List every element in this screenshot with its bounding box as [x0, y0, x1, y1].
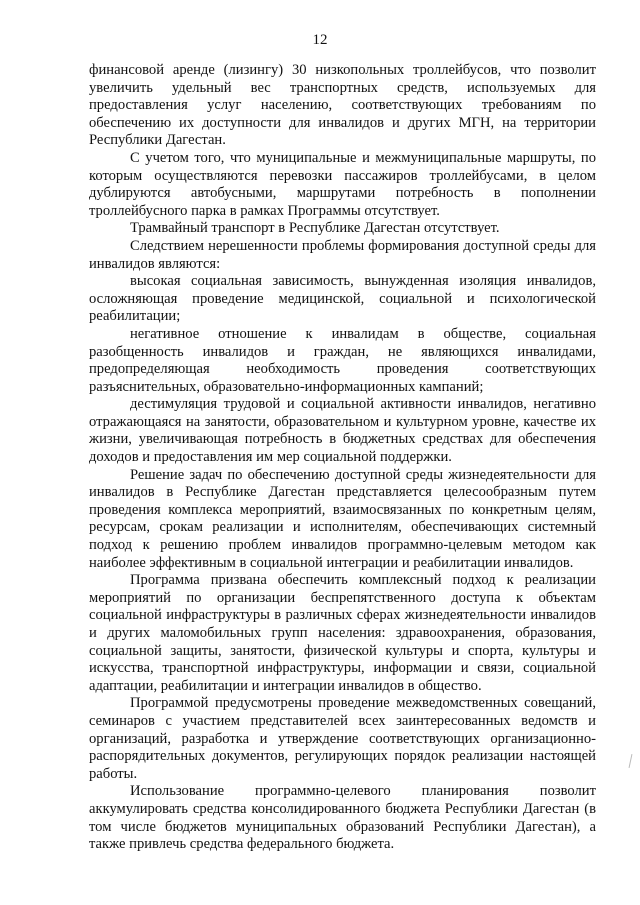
paragraph-social-dependence: высокая социальная зависимость, вынужденная изоляция инвалидов, осложняющая проведение медицинской, социальной и психологической реабилитации; — [89, 273, 596, 325]
page-number: 12 — [312, 32, 328, 48]
paragraph-budget: Использование программно-целевого планирования позволит аккумулировать средства консолидированного бюджета Республики Дагестан (в том числе бюджетов муниципальных образований Республики Дагестан), а также привлечь средства федерального бюджета. — [89, 783, 596, 853]
paragraph-leasing-trolleybuses: финансовой аренде (лизингу) 30 низкопольных троллейбусов, что позволит увеличить удельный вес транспортных средств, используемых для предоставления услуг населению, соответствующих требованиям по обеспечению их доступности для инвалидов и других МГН, на территории Республики Дагестан. — [89, 62, 596, 149]
paragraph-consequences-intro: Следствием нерешенности проблемы формирования доступной среды для инвалидов являются: — [89, 237, 596, 272]
paragraph-destimulation: дестимуляция трудовой и социальной активности инвалидов, негативно отражающаяся на занятости, образовательном и культурном уровне, качестве их жизни, увеличивающая потребность в бюджетных средствах для обеспечения доходов и предоставления им мер социальной поддержки. — [89, 396, 596, 466]
paragraph-negative-attitude: негативное отношение к инвалидам в обществе, социальная разобщенность инвалидов и граждан, не являющихся инвалидами, предопределяющая необходимость проведения соответствующих разъяснительных, образовательно-информационных кампаний; — [89, 325, 596, 395]
paragraph-tram: Трамвайный транспорт в Республике Дагестан отсутствует. — [130, 220, 500, 237]
document-body — [89, 62, 596, 854]
paragraph-meetings: Программой предусмотрены проведение межведомственных совещаний, семинаров с участием представителей всех заинтересованных ведомств и организаций, разработка и утверждение соответствующих организационно-распорядительных документов, регулирующих порядок реализации настоящей работы. — [89, 695, 596, 782]
paragraph-routes: С учетом того, что муниципальные и межмуниципальные маршруты, по которым осуществляются перевозки пассажиров троллейбусами, в целом дублируются автобусными, маршрутами потребность в пополнении троллейбусного парка в рамках Программы отсутствует. — [89, 149, 596, 219]
paragraph-solution: Решение задач по обеспечению доступной среды жизнедеятельности для инвалидов в Республике Дагестан представляется целесообразным путем проведения комплекса мероприятий, взаимосвязанных по конкретным целям, ресурсам, срокам реализации и исполнителям, обеспечивающих системный подход к решению проблем инвалидов программно-целевым методом как наиболее эффективным в социальной интеграции и реабилитации инвалидов. — [89, 466, 596, 571]
scan-edge-mark — [629, 754, 633, 768]
paragraph-program-approach: Программа призвана обеспечить комплексный подход к реализации мероприятий по организации беспрепятственного доступа к объектам социальной инфраструктуры в различных сферах жизнедеятельности инвалидов и других маломобильных групп населения: здравоохранения, образования, социальной защиты, занятости, физической культуры и спорта, культуры и искусства, транспортной инфраструктуры, информации и связи, социальной адаптации, реабилитации и интеграции инвалидов в общество. — [89, 572, 596, 694]
